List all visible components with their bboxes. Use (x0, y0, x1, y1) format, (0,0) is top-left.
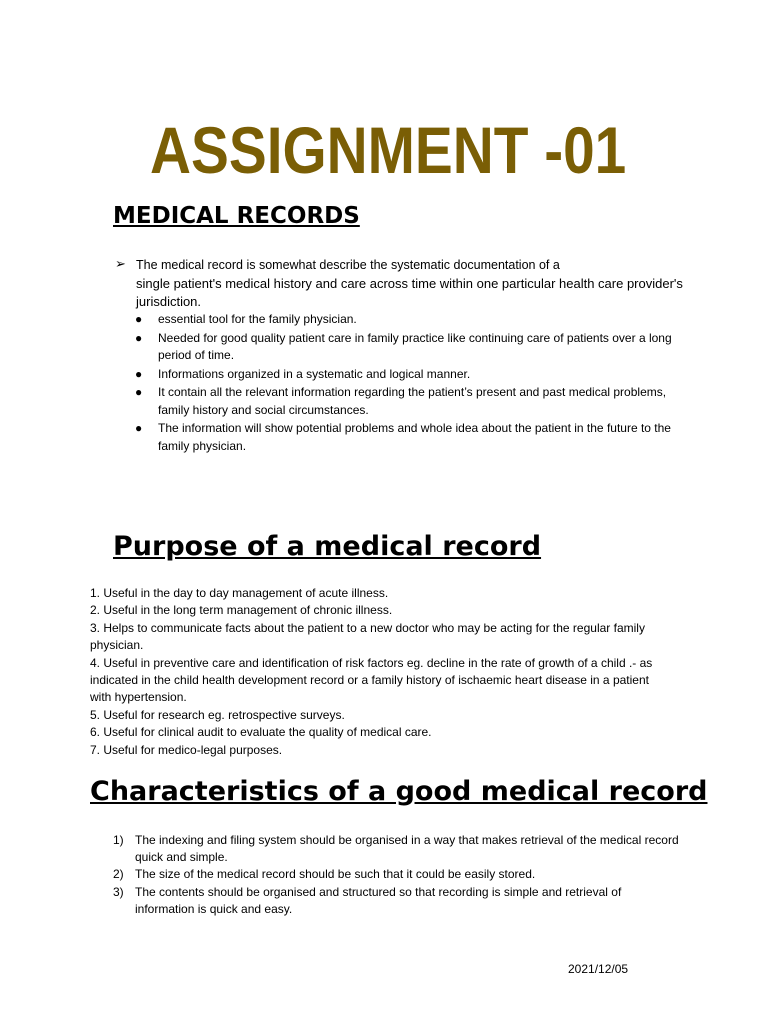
bullet-dot-icon: ● (135, 385, 143, 399)
list-item: 2) The size of the medical record should be such that it could be easily stored. (113, 867, 536, 882)
bullet-dot-icon: ● (135, 312, 143, 326)
intro-line-2: single patient's medical history and care across time within one particular health care provider's jurisdiction. (136, 275, 683, 309)
document-date: 2021/12/05 (568, 962, 629, 976)
list-item: 1. Useful in the day to day management of acute illness. (90, 586, 389, 600)
purpose-heading: Purpose of a medical record (113, 531, 542, 562)
list-item: 3. Helps to communicate facts about the patient to a new doctor who may be acting for the regular family physician. (90, 620, 645, 653)
purpose-list (90, 585, 670, 759)
list-item: 7. Useful for medico-legal purposes. (90, 742, 283, 757)
intro-line-1: The medical record is somewhat describe the systematic documentation of a (136, 258, 560, 272)
assignment-title: ASSIGNMENT -01 (150, 113, 627, 187)
list-item: ● Informations organized in a systematic and logical manner. (135, 366, 680, 384)
list-item: 6. Useful for clinical audit to evaluate the quality of medical care. (90, 725, 432, 740)
bullet-dot-icon: ● (135, 421, 143, 435)
bullet-dot-icon: ● (135, 330, 143, 345)
list-item: 5. Useful for research eg. retrospective surveys. (90, 707, 345, 722)
bullet-dot-icon: ● (135, 366, 143, 381)
list-item: ● It contain all the relevant information regarding the patient’s present and past medical problems, family history and social circumstances. (135, 385, 667, 417)
arrowhead-bullet-icon: ➢ (115, 256, 126, 271)
list-item: 1) The indexing and filing system should be organised in a way that makes retrieval of the medical record quick and simple. (113, 833, 679, 865)
list-item: 2. Useful in the long term management of chronic illness. (90, 603, 393, 618)
medical-records-bullet-list (135, 311, 680, 456)
list-item: 4. Useful in preventive care and identification of risk factors eg. decline in the rate of growth of a child .- as indicated in the child health development record or a family history of ischaemic heart disease in a patient with hypertension. (90, 655, 653, 705)
list-item: ● essential tool for the family physician. (135, 311, 680, 329)
medical-records-heading: MEDICAL RECORDS (113, 203, 360, 229)
characteristics-heading: Characteristics of a good medical record (90, 776, 708, 807)
list-item: ● The information will show potential problems and whole idea about the patient in the future to the family physician. (135, 421, 671, 453)
characteristics-list (113, 832, 683, 918)
list-item: ● Needed for good quality patient care in family practice like continuing care of patients over a long period of time. (135, 330, 672, 362)
list-item: 3) The contents should be organised and structured so that recording is simple and retrieval of information is quick and easy. (113, 884, 622, 916)
